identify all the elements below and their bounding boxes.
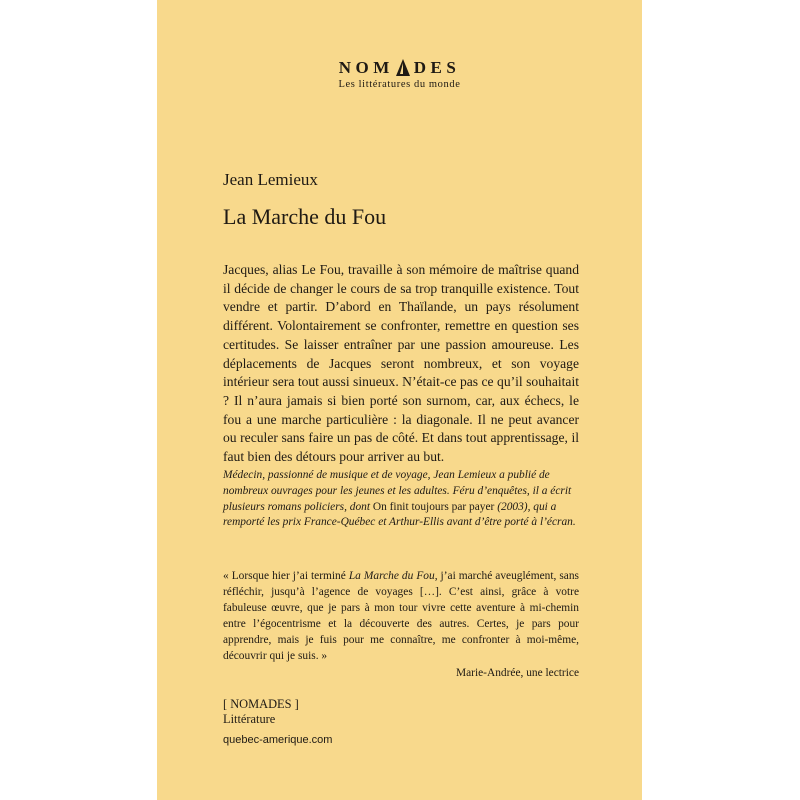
author-name: Jean Lemieux <box>223 170 318 189</box>
bio-text-1: Médecin, passionné de musique et de voyage, Jean Lemieux a publié de nombreux ouvrages pour les jeunes et les adultes. Féru d’enquêtes, il a écrit plusieurs romans policiers, dont <box>223 469 572 513</box>
book-title: La Marche du Fou <box>223 204 387 229</box>
publisher-website: quebec-amerique.com <box>223 734 333 746</box>
quote-book-title: La Marche du Fou <box>348 570 435 582</box>
sail-triangle-icon <box>395 59 411 77</box>
publisher-brand <box>157 58 642 91</box>
bio-book-title: On finit toujours par payer <box>372 500 495 513</box>
reader-quote <box>223 569 579 664</box>
book-summary <box>223 261 579 467</box>
summary-text: Jacques, alias Le Fou, travaille à son mémoire de maîtrise quand il décide de changer le cours de sa trop tranquille existence. Tout vendre et partir. D’abord en Thaïlande, un pays résolument différent. Volontairement se confronter, remettre en question ses certitudes. Se laisser entraîner par une passion amoureuse. Les déplacements de Jacques seront nombreux, et son voyage intérieur sera tout aussi sinueux. N’était-ce pas ce qu’il souhaitait ? Il n’aura jamais si bien porté son surnom, car, aux échecs, le fou a une marche particulière : la diagonale. Il ne peut avancer ou reculer sans faire un pas de côté. Et dans tout apprentissage, il faut bien des détours pour arriver au but. <box>223 262 579 465</box>
brand-tagline: Les littératures du monde <box>338 79 461 90</box>
quote-text-2: , j’ai marché aveuglément, sans réfléchir, jusqu’à l’agence de voyages […]. C’est ainsi, grâce à votre fabuleuse œuvre, que je pars à mon tour vivre cette aventure à mi-chemin entre l’égocentrisme et la découverte des autres. Certes, je pars pour apprendre, mais je fuis pour me connaître, me confronter à moi-même, découvrir qui je suis. » <box>223 570 579 662</box>
bio-text-2: (2003), qui a remporté les prix France-Québec et Arthur-Ellis avant d’être porté à l’écran. <box>223 500 576 529</box>
collection-name: [ NOMADES ] <box>223 697 299 711</box>
brand-name-right: DES <box>413 58 461 77</box>
genre-label: Littérature <box>223 712 276 726</box>
author-bio <box>223 468 579 531</box>
back-cover <box>157 0 642 800</box>
brand-name <box>339 58 461 78</box>
brand-name-left: NOM <box>338 58 394 77</box>
quote-text-1: « Lorsque hier j’ai terminé <box>223 570 349 582</box>
quote-attribution: Marie-Andrée, une lectrice <box>455 667 579 679</box>
